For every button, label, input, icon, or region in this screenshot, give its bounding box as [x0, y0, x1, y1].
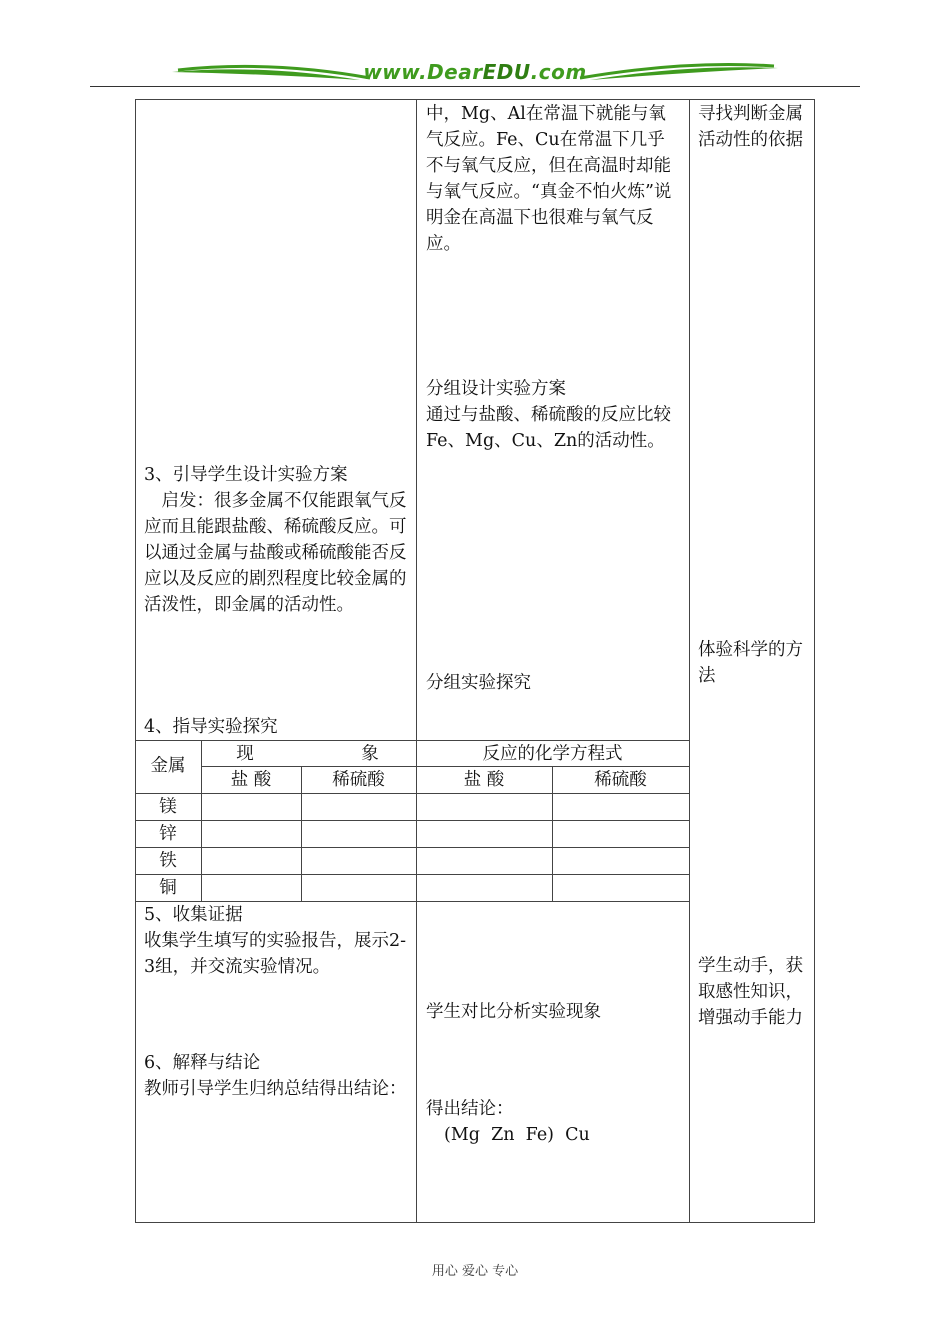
metal-mg: 镁 — [159, 797, 177, 817]
col-divider-2 — [689, 99, 690, 1223]
logo-text: www.DearEDU.com — [363, 60, 587, 84]
col3-method: 体验科学的方法 — [698, 640, 803, 686]
step4-title: 4、指导实验探究 — [144, 717, 278, 737]
page-footer: 用心 爱心 专心 — [431, 1264, 519, 1279]
metal-header: 金属 — [150, 756, 186, 776]
hcl-header-phenomenon: 盐 酸 — [230, 770, 272, 790]
phenomenon-header-b: 象 — [361, 744, 379, 764]
col2-oxygen-text: 中，Mg、Al在常温下就能与氧气反应。Fe、Cu在常温下几乎不与氧气反应，但在高温时却能与氧气反应。“真金不怕火炼”说明金在高温下也很难与氧气反应。 — [426, 104, 672, 254]
metal-fe: 铁 — [159, 851, 177, 871]
header-rule — [90, 86, 860, 87]
col2-compare: 学生对比分析实验现象 — [426, 1002, 601, 1022]
equation-header: 反应的化学方程式 — [482, 744, 623, 764]
step5-text: 收集学生填写的实验报告，展示2-3组，并交流实验情况。 — [144, 931, 407, 977]
col2-explore: 分组实验探究 — [426, 673, 531, 693]
metal-zn: 锌 — [159, 824, 177, 844]
col2-design-title: 分组设计实验方案 — [426, 379, 566, 399]
step5-title: 5、收集证据 — [144, 905, 243, 925]
col-divider-1 — [416, 99, 417, 1223]
step3-text: 启发：很多金属不仅能跟氧气反应而且能跟盐酸、稀硫酸反应。可以通过金属与盐酸或稀硫酸能否反应以及反应的剧烈程度比较金属的活泼性，即金属的活动性。 — [144, 491, 407, 615]
metal-cu: 铜 — [159, 878, 177, 898]
step6-text: 教师引导学生归纳总结得出结论： — [144, 1079, 407, 1099]
step6-title: 6、解释与结论 — [144, 1053, 261, 1073]
h2so4-header-phenomenon: 稀硫酸 — [332, 770, 385, 790]
col2-conclusion: (Mg Zn Fe) Cu — [444, 1125, 590, 1145]
row-line-4 — [135, 874, 689, 875]
hcl-header-equation: 盐 酸 — [463, 770, 505, 790]
col3-handson: 学生动手，获取感性知识，增强动手能力 — [698, 956, 803, 1028]
col2-design-text: 通过与盐酸、稀硫酸的反应比较Fe、Mg、Cu、Zn的活动性。 — [426, 405, 671, 451]
col2-conclusion-title: 得出结论： — [426, 1099, 514, 1119]
row-line-2 — [135, 820, 689, 821]
h2so4-header-equation: 稀硫酸 — [594, 770, 647, 790]
site-logo — [170, 58, 780, 98]
phenomenon-header-a: 现 — [236, 744, 254, 764]
col3-basis: 寻找判断金属活动性的依据 — [698, 104, 803, 150]
row-line-3 — [135, 847, 689, 848]
step3-title: 3、引导学生设计实验方案 — [144, 465, 348, 485]
row-line-1 — [135, 793, 689, 794]
